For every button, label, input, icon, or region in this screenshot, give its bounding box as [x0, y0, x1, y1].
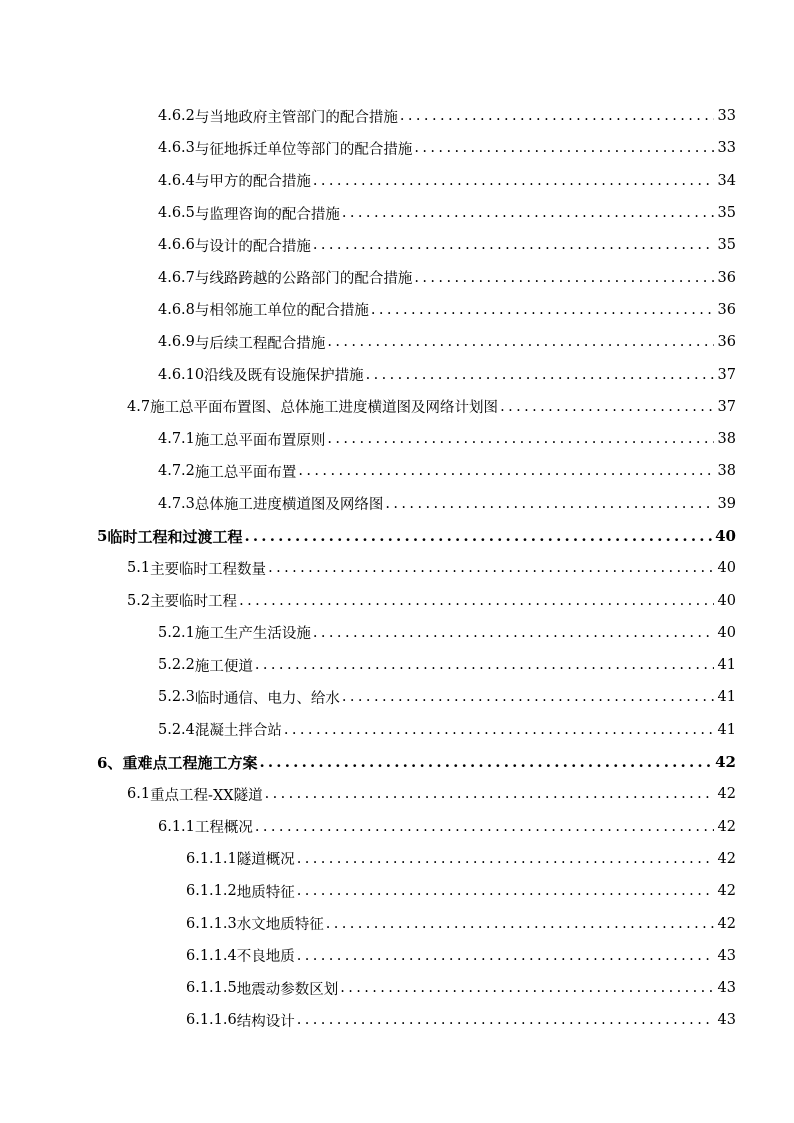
toc-entry-4-6-6[interactable] — [0, 229, 794, 261]
toc-entry-page: 43 — [717, 980, 736, 997]
toc-entry-page: 33 — [717, 140, 736, 157]
toc-entry-number: 6.1 — [127, 786, 151, 803]
toc-dot-leader — [297, 948, 714, 964]
toc-dot-leader — [284, 722, 714, 738]
toc-entry-page: 43 — [717, 947, 736, 964]
toc-entry-page: 33 — [717, 108, 736, 125]
toc-entry-title: 总体施工进度横道图及网络图 — [194, 497, 384, 514]
toc-dot-leader — [327, 431, 714, 447]
toc-entry-title: 结构设计 — [236, 1013, 295, 1030]
toc-entry-title: 施工生产生活设施 — [194, 626, 311, 643]
toc-entry-title: 与后续工程配合措施 — [194, 335, 326, 352]
toc-entry-page: 41 — [717, 689, 736, 706]
toc-entry-title: 重点工程-XX隧道 — [150, 787, 263, 804]
toc-dot-leader — [297, 883, 714, 899]
toc-entry-number: 5 — [97, 527, 108, 545]
toc-dot-leader — [313, 173, 714, 189]
toc-entry-page: 36 — [717, 301, 736, 318]
toc-entry-5-2-4[interactable] — [0, 714, 794, 746]
toc-entry-4-7-3[interactable] — [0, 488, 794, 520]
toc-entry-title: 与线路跨越的公路部门的配合措施 — [194, 271, 413, 288]
toc-entry-number: 4.6.5 — [158, 205, 195, 222]
toc-entry-title: 施工总平面布置原则 — [194, 432, 326, 449]
toc-entry-number: 4.6.2 — [158, 108, 195, 125]
toc-dot-leader — [259, 753, 713, 771]
toc-dot-leader — [342, 689, 714, 705]
toc-dot-leader — [385, 496, 714, 512]
toc-entry-number: 6.1.1 — [158, 818, 195, 835]
toc-entry-6[interactable] — [0, 746, 794, 778]
table-of-contents — [0, 100, 794, 1037]
toc-dot-leader — [313, 625, 714, 641]
toc-entry-number: 5.2 — [127, 592, 151, 609]
toc-entry-5[interactable] — [0, 520, 794, 552]
toc-entry-number: 4.6.3 — [158, 140, 195, 157]
toc-entry-page: 39 — [717, 495, 736, 512]
toc-entry-title: 与监理咨询的配合措施 — [194, 206, 340, 223]
toc-entry-number: 4.7.3 — [158, 495, 195, 512]
toc-entry-6-1-1-2[interactable] — [0, 875, 794, 907]
toc-entry-page: 36 — [717, 269, 736, 286]
toc-entry-page: 42 — [717, 915, 736, 932]
toc-entry-6-1-1-4[interactable] — [0, 940, 794, 972]
toc-entry-title: 重难点工程施工方案 — [122, 753, 258, 772]
toc-entry-4-6-5[interactable] — [0, 197, 794, 229]
toc-entry-page: 41 — [717, 657, 736, 674]
toc-entry-title: 地震动参数区划 — [236, 981, 339, 998]
toc-dot-leader — [298, 463, 714, 479]
toc-entry-4-6-7[interactable] — [0, 261, 794, 293]
toc-entry-page: 36 — [717, 334, 736, 351]
toc-dot-leader — [500, 399, 714, 415]
toc-entry-page: 42 — [717, 786, 736, 803]
toc-entry-number: 6.1.1.6 — [186, 1012, 237, 1029]
toc-entry-page: 37 — [717, 366, 736, 383]
toc-dot-leader — [326, 916, 714, 932]
toc-entry-4-6-10[interactable] — [0, 358, 794, 390]
toc-dot-leader — [268, 560, 714, 576]
toc-entry-title: 与当地政府主管部门的配合措施 — [194, 109, 398, 126]
toc-entry-page: 42 — [717, 818, 736, 835]
toc-entry-title: 与甲方的配合措施 — [194, 174, 311, 191]
toc-entry-5-1[interactable] — [0, 552, 794, 584]
toc-dot-leader — [244, 527, 713, 545]
toc-entry-number: 4.7.2 — [158, 463, 195, 480]
toc-entry-title: 地质特征 — [236, 884, 295, 901]
toc-entry-page: 38 — [717, 463, 736, 480]
toc-entry-5-2-2[interactable] — [0, 649, 794, 681]
toc-dot-leader — [313, 237, 714, 253]
toc-entry-5-2[interactable] — [0, 584, 794, 616]
toc-entry-6-1-1-6[interactable] — [0, 1004, 794, 1036]
toc-entry-number: 4.7 — [127, 398, 151, 415]
toc-entry-title: 隧道概况 — [236, 852, 295, 869]
toc-entry-title: 临时工程和过渡工程 — [107, 527, 243, 546]
toc-entry-title: 与相邻施工单位的配合措施 — [194, 303, 369, 320]
toc-entry-page: 42 — [715, 753, 736, 772]
toc-entry-page: 40 — [717, 560, 736, 577]
toc-entry-title: 主要临时工程数量 — [150, 561, 267, 578]
toc-entry-page: 35 — [717, 237, 736, 254]
toc-entry-6-1-1-3[interactable] — [0, 907, 794, 939]
toc-entry-title: 沿线及既有设施保护措施 — [204, 368, 364, 385]
toc-dot-leader — [371, 302, 714, 318]
toc-dot-leader — [342, 205, 714, 221]
toc-dot-leader — [327, 334, 714, 350]
toc-entry-number: 6.1.1.5 — [186, 980, 237, 997]
toc-entry-page: 35 — [717, 205, 736, 222]
toc-entry-title: 水文地质特征 — [236, 917, 324, 934]
toc-entry-number: 5.2.1 — [158, 624, 195, 641]
toc-dot-leader — [414, 270, 714, 286]
toc-dot-leader — [255, 657, 714, 673]
toc-entry-page: 40 — [715, 527, 736, 545]
toc-entry-title: 与设计的配合措施 — [194, 238, 311, 255]
toc-entry-page: 41 — [717, 721, 736, 738]
toc-entry-page: 34 — [717, 172, 736, 189]
toc-entry-title: 工程概况 — [194, 820, 253, 837]
toc-dot-leader — [340, 980, 714, 996]
toc-entry-number: 4.7.1 — [158, 431, 195, 448]
toc-entry-page: 38 — [717, 431, 736, 448]
toc-entry-page: 37 — [717, 398, 736, 415]
toc-entry-page: 42 — [717, 883, 736, 900]
toc-entry-4-6-2[interactable] — [0, 100, 794, 132]
toc-entry-page: 40 — [717, 592, 736, 609]
toc-dot-leader — [255, 819, 714, 835]
toc-entry-number: 4.6.4 — [158, 172, 195, 189]
toc-entry-number: 5.2.3 — [158, 689, 195, 706]
toc-entry-number: 5.2.2 — [158, 657, 195, 674]
toc-entry-number: 5.1 — [127, 560, 151, 577]
toc-entry-number: 6、 — [97, 753, 123, 772]
toc-entry-4-6-8[interactable] — [0, 294, 794, 326]
toc-entry-4-7-1[interactable] — [0, 423, 794, 455]
toc-entry-5-2-1[interactable] — [0, 617, 794, 649]
toc-dot-leader — [400, 108, 714, 124]
toc-dot-leader — [239, 593, 714, 609]
toc-entry-title: 混凝土拌合站 — [194, 723, 282, 740]
toc-dot-leader — [265, 786, 714, 802]
toc-entry-number: 5.2.4 — [158, 721, 195, 738]
toc-entry-number: 6.1.1.4 — [186, 947, 237, 964]
toc-entry-number: 4.6.9 — [158, 334, 195, 351]
toc-entry-title: 施工总平面布置 — [194, 464, 297, 481]
toc-entry-6-1[interactable] — [0, 778, 794, 810]
toc-entry-title: 与征地拆迁单位等部门的配合措施 — [194, 141, 413, 158]
toc-entry-number: 4.6.8 — [158, 301, 195, 318]
toc-dot-leader — [297, 1012, 714, 1028]
toc-entry-page: 42 — [717, 850, 736, 867]
toc-dot-leader — [297, 851, 714, 867]
toc-entry-4-6-3[interactable] — [0, 132, 794, 164]
toc-entry-number: 4.6.7 — [158, 269, 195, 286]
toc-entry-6-1-1[interactable] — [0, 811, 794, 843]
toc-entry-4-6-9[interactable] — [0, 326, 794, 358]
toc-entry-title: 不良地质 — [236, 949, 295, 966]
toc-entry-4-7-2[interactable] — [0, 455, 794, 487]
toc-entry-4-7[interactable] — [0, 391, 794, 423]
toc-entry-number: 6.1.1.2 — [186, 883, 237, 900]
toc-entry-number: 6.1.1.1 — [186, 850, 237, 867]
toc-entry-number: 4.6.6 — [158, 237, 195, 254]
toc-entry-4-6-4[interactable] — [0, 165, 794, 197]
toc-entry-page: 40 — [717, 624, 736, 641]
toc-entry-title: 施工总平面布置图、总体施工进度横道图及网络计划图 — [150, 400, 499, 417]
toc-entry-number: 4.6.10 — [158, 366, 205, 383]
toc-entry-6-1-1-5[interactable] — [0, 972, 794, 1004]
toc-entry-title: 施工便道 — [194, 658, 253, 675]
toc-entry-5-2-3[interactable] — [0, 681, 794, 713]
toc-dot-leader — [366, 367, 714, 383]
toc-entry-title: 临时通信、电力、给水 — [194, 690, 340, 707]
toc-dot-leader — [414, 140, 714, 156]
toc-entry-title: 主要临时工程 — [150, 594, 238, 611]
toc-entry-number: 6.1.1.3 — [186, 915, 237, 932]
toc-entry-page: 43 — [717, 1012, 736, 1029]
toc-entry-6-1-1-1[interactable] — [0, 843, 794, 875]
